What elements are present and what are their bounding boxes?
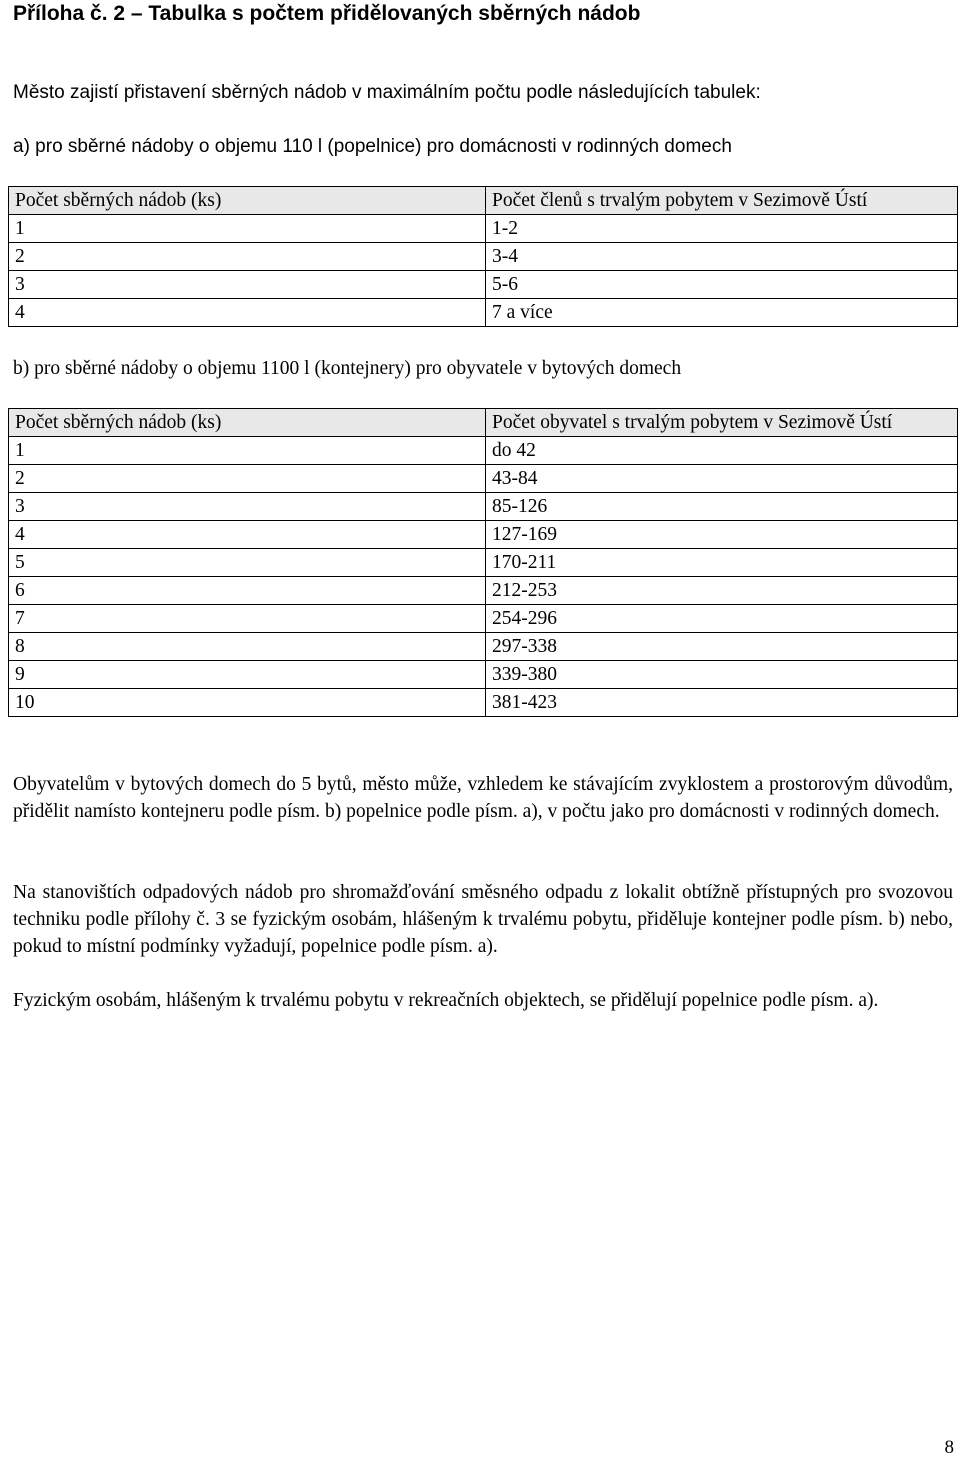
table-row bbox=[9, 437, 958, 465]
table-row bbox=[9, 465, 958, 493]
paragraph-recreational-objects: Fyzickým osobám, hlášeným k trvalému pobytu v rekreačních objektech, se přidělují popelnice podle písm. a). bbox=[13, 990, 879, 1011]
table-cell: 4 bbox=[9, 521, 486, 549]
table-row bbox=[9, 577, 958, 605]
table-cell: 43-84 bbox=[486, 465, 958, 493]
table-cell: 85-126 bbox=[486, 493, 958, 521]
table-row bbox=[9, 271, 958, 299]
table-b-header-residents: Počet obyvatel s trvalým pobytem v Sezimově Ústí bbox=[486, 409, 958, 437]
table-row bbox=[9, 605, 958, 633]
table-cell: 1 bbox=[9, 437, 486, 465]
section-b-label: b) pro sběrné nádoby o objemu 1100 l (kontejnery) pro obyvatele v bytových domech bbox=[13, 358, 682, 379]
table-cell: 170-211 bbox=[486, 549, 958, 577]
table-row bbox=[9, 689, 958, 717]
section-a-label: a) pro sběrné nádoby o objemu 110 l (popelnice) pro domácnosti v rodinných domech bbox=[13, 136, 732, 157]
intro-text: Město zajistí přistavení sběrných nádob v maximálním počtu podle následujících tabulek: bbox=[13, 82, 761, 103]
table-cell: 2 bbox=[9, 243, 486, 271]
table-b-header-row bbox=[9, 409, 958, 437]
table-a bbox=[8, 186, 958, 327]
table-row bbox=[9, 299, 958, 327]
table-cell: 7 bbox=[9, 605, 486, 633]
table-cell: 3 bbox=[9, 271, 486, 299]
table-cell: 381-423 bbox=[486, 689, 958, 717]
table-a-header-count: Počet sběrných nádob (ks) bbox=[9, 187, 486, 215]
table-cell: 6 bbox=[9, 577, 486, 605]
table-cell: 10 bbox=[9, 689, 486, 717]
table-row bbox=[9, 633, 958, 661]
table-cell: 8 bbox=[9, 633, 486, 661]
paragraph-small-houses: Obyvatelům v bytových domech do 5 bytů, město může, vzhledem ke stávajícím zvyklostem a prostorovým důvodům, přidělit namísto kontejneru podle písm. b) popelnice podle písm. a), v počtu jako pro domácnosti v rodinných domech. bbox=[13, 774, 953, 822]
table-cell: 7 a více bbox=[486, 299, 958, 327]
page-number: 8 bbox=[944, 1437, 954, 1458]
table-cell: 4 bbox=[9, 299, 486, 327]
table-cell: 339-380 bbox=[486, 661, 958, 689]
table-row bbox=[9, 243, 958, 271]
table-cell: 5-6 bbox=[486, 271, 958, 299]
table-cell: 3 bbox=[9, 493, 486, 521]
table-cell: 127-169 bbox=[486, 521, 958, 549]
table-b-header-count: Počet sběrných nádob (ks) bbox=[9, 409, 486, 437]
table-cell: 254-296 bbox=[486, 605, 958, 633]
table-cell: do 42 bbox=[486, 437, 958, 465]
table-row bbox=[9, 493, 958, 521]
table-row bbox=[9, 661, 958, 689]
page-title: Příloha č. 2 – Tabulka s počtem přidělovaných sběrných nádob bbox=[13, 2, 641, 25]
table-cell: 5 bbox=[9, 549, 486, 577]
table-cell: 297-338 bbox=[486, 633, 958, 661]
paragraph-remote-locations: Na stanovištích odpadových nádob pro shromažďování směsného odpadu z lokalit obtížně přístupných pro svozovou techniku podle přílohy č. 3 se fyzickým osobám, hlášeným k trvalému pobytu, přiděluje kontejner podle písm. b) nebo, pokud to místní podmínky vyžadují, popelnice podle písm. a). bbox=[13, 882, 953, 957]
table-cell: 2 bbox=[9, 465, 486, 493]
table-cell: 1-2 bbox=[486, 215, 958, 243]
table-a-header-row bbox=[9, 187, 958, 215]
table-row bbox=[9, 215, 958, 243]
table-a-header-members: Počet členů s trvalým pobytem v Sezimově Ústí bbox=[486, 187, 958, 215]
table-row bbox=[9, 549, 958, 577]
table-cell: 212-253 bbox=[486, 577, 958, 605]
table-row bbox=[9, 521, 958, 549]
table-b bbox=[8, 408, 958, 717]
table-cell: 1 bbox=[9, 215, 486, 243]
table-cell: 3-4 bbox=[486, 243, 958, 271]
table-cell: 9 bbox=[9, 661, 486, 689]
